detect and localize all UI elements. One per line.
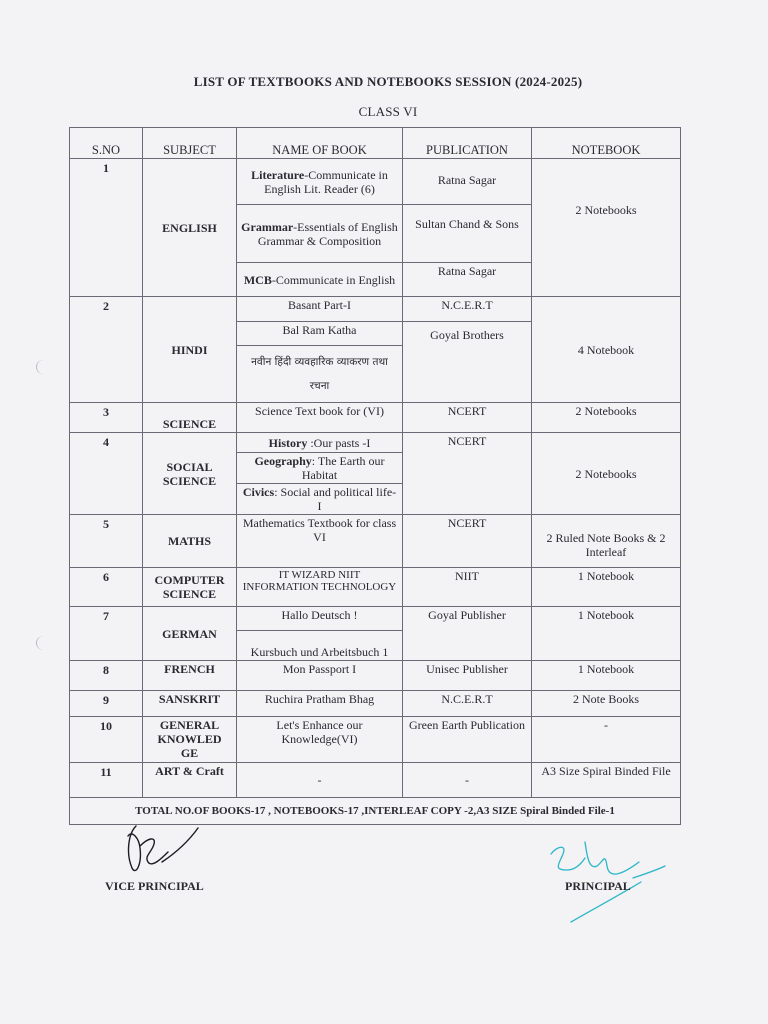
publication-cell: NCERT (403, 403, 532, 433)
publication-cell: Goyal Publisher (403, 607, 532, 661)
book-bold: History (268, 435, 308, 450)
book-rest: -Communicate in English Lit. Reader (6) (264, 167, 388, 196)
book-cell (237, 484, 403, 515)
book-rest: :Our pasts -I (307, 435, 371, 450)
book-cell: Hallo Deutsch ! (237, 607, 403, 631)
total-cell: TOTAL NO.OF BOOKS-17 , NOTEBOOKS-17 ,INTERLEAF COPY -2,A3 SIZE Spiral Binded File-1 (70, 798, 681, 825)
book-cell: Let's Enhance our Knowledge(VI) (237, 717, 403, 763)
table-row (70, 661, 681, 691)
table-row (70, 403, 681, 433)
book-rest: -Communicate in English (271, 272, 396, 287)
book-cell (237, 159, 403, 205)
subject-cell: SCIENCE (143, 403, 237, 433)
publication-cell: Ratna Sagar (403, 159, 532, 205)
principal-label: PRINCIPAL (565, 879, 631, 893)
notebook-cell: 2 Note Books (532, 691, 681, 717)
book-cell (237, 453, 403, 484)
sno-cell: 11 (70, 763, 143, 798)
notebook-cell: 4 Notebook (532, 297, 681, 403)
book-cell: Kursbuch und Arbeitsbuch 1 (237, 631, 403, 661)
notebook-cell: 1 Notebook (532, 607, 681, 661)
subject-cell: COMPUTER SCIENCE (143, 568, 237, 607)
book-cell (237, 205, 403, 263)
header-notebook: NOTEBOOK (532, 128, 681, 159)
notebook-cell: - (532, 717, 681, 763)
table-row (70, 515, 681, 568)
vice-principal-signature (118, 818, 208, 880)
book-bold: Civics (242, 485, 275, 499)
notebook-cell: 2 Notebooks (532, 433, 681, 515)
book-bold: Geography (254, 454, 312, 468)
notebook-cell: 2 Notebooks (532, 159, 681, 297)
sno-cell: 6 (70, 568, 143, 607)
subject-cell: FRENCH (143, 661, 237, 691)
header-subject: SUBJECT (143, 128, 237, 159)
sno-cell: 3 (70, 403, 143, 433)
header-publication: PUBLICATION (403, 128, 532, 159)
book-bold: Grammar (241, 219, 294, 234)
document-subtitle: CLASS VI (358, 104, 418, 119)
book-cell: Ruchira Pratham Bhag (237, 691, 403, 717)
subject-cell: ART & Craft (143, 763, 237, 798)
sno-cell: 5 (70, 515, 143, 568)
subject-cell: ENGLISH (143, 159, 237, 297)
publication-cell: Sultan Chand & Sons (403, 205, 532, 263)
notebook-cell: 2 Ruled Note Books & 2 Interleaf (532, 515, 681, 568)
subject-cell: GENERAL KNOWLED GE (143, 717, 237, 763)
publication-cell: Ratna Sagar (403, 263, 532, 297)
publication-cell: NCERT (403, 515, 532, 568)
book-cell (237, 263, 403, 297)
book-rest: -Essentials of English Grammar & Composition (257, 219, 398, 248)
book-cell: Basant Part-I (237, 297, 403, 322)
vice-principal-label: VICE PRINCIPAL (105, 879, 204, 893)
table-row (70, 717, 681, 763)
subject-cell: MATHS (143, 515, 237, 568)
notebook-cell: 2 Notebooks (532, 403, 681, 433)
document-title: LIST OF TEXTBOOKS AND NOTEBOOKS SESSION (2024-2025) (193, 74, 583, 89)
book-cell: IT WIZARD NIIT INFORMATION TECHNOLOGY (237, 568, 403, 607)
header-book: NAME OF BOOK (237, 128, 403, 159)
publication-cell: Green Earth Publication (403, 717, 532, 763)
textbook-table (69, 127, 681, 825)
subject-cell: SOCIAL SCIENCE (143, 433, 237, 515)
subject-cell: HINDI (143, 297, 237, 403)
publication-cell: NIIT (403, 568, 532, 607)
table-row (70, 763, 681, 798)
book-cell: नवीन हिंदी व्यवहारिक व्याकरण तथा रचना (237, 346, 403, 403)
punch-hole-mark (36, 360, 51, 374)
table-row (70, 159, 681, 205)
publication-cell: - (403, 763, 532, 798)
book-bold: MCB (243, 272, 272, 287)
table-header-row (70, 128, 681, 159)
book-cell: Science Text book for (VI) (237, 403, 403, 433)
table-row (70, 691, 681, 717)
notebook-cell: A3 Size Spiral Binded File (532, 763, 681, 798)
publication-cell: Goyal Brothers (403, 322, 532, 403)
subject-cell: GERMAN (143, 607, 237, 661)
book-cell: Mon Passport I (237, 661, 403, 691)
table-row (70, 297, 681, 322)
book-cell (237, 433, 403, 453)
book-cell: Bal Ram Katha (237, 322, 403, 346)
book-cell: Mathematics Textbook for class VI (237, 515, 403, 568)
sno-cell: 4 (70, 433, 143, 515)
sno-cell: 9 (70, 691, 143, 717)
sno-cell: 1 (70, 159, 143, 297)
table-row (70, 433, 681, 453)
subject-cell: SANSKRIT (143, 691, 237, 717)
publication-cell: N.C.E.R.T (403, 691, 532, 717)
notebook-cell: 1 Notebook (532, 661, 681, 691)
publication-cell: Unisec Publisher (403, 661, 532, 691)
table-row (70, 568, 681, 607)
publication-cell: N.C.E.R.T (403, 297, 532, 322)
book-bold: Literature (251, 167, 305, 182)
sno-cell: 7 (70, 607, 143, 661)
header-sno: S.NO (70, 128, 143, 159)
book-rest: : Social and political life-I (274, 485, 397, 513)
book-rest: : The Earth our Habitat (301, 454, 385, 482)
table-row (70, 607, 681, 631)
sno-cell: 8 (70, 661, 143, 691)
book-cell: - (237, 763, 403, 798)
punch-hole-mark (36, 636, 51, 650)
publication-cell: NCERT (403, 433, 532, 515)
sno-cell: 2 (70, 297, 143, 403)
sno-cell: 10 (70, 717, 143, 763)
notebook-cell: 1 Notebook (532, 568, 681, 607)
